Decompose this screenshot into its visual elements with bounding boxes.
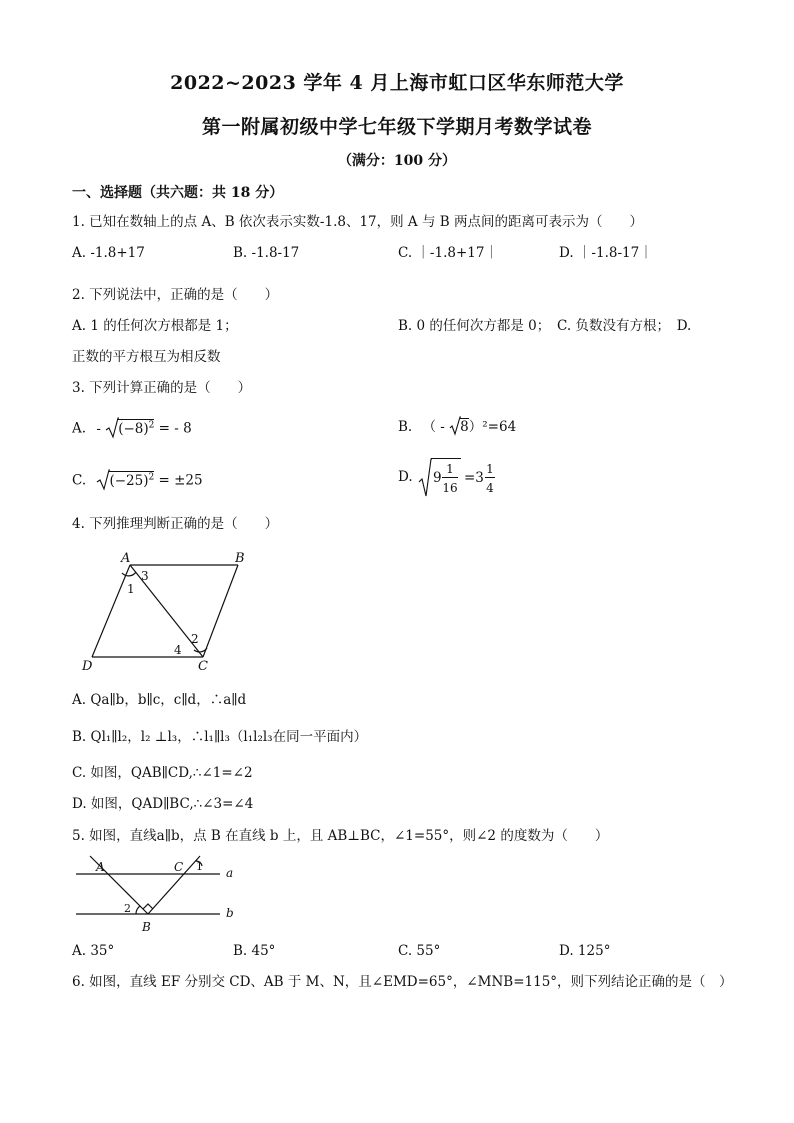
q4-angle-4: 4 (174, 643, 182, 657)
q3-d-numerator: 1 (446, 462, 454, 476)
q1-stem: 1. 已知在数轴上的点 A、B 依次表示实数-1.8、17，则 A 与 B 两点间的距离可表示为（ ） (72, 214, 643, 230)
q5-label-a: A (96, 860, 105, 874)
q3-option-b (398, 416, 516, 436)
title-line-1: 2022~2023 学年 4 月上海市虹口区华东师范大学 (170, 72, 624, 94)
q5-stem: 5. 如图，直线a∥b，点 B 在直线 b 上，且 AB⊥BC，∠1=55°，则∠2 的度数为（ ） (72, 828, 609, 844)
q6-stem: 6. 如图，直线 EF 分别交 CD、AB 于 M、N，且∠EMD=65°，∠MNB=115°，则下列结论正确的是（ ） (72, 974, 733, 990)
q3-d-vinculum (431, 458, 461, 459)
q4-option-a: A. Qa∥b，b∥c，c∥d，∴a∥d (72, 692, 247, 708)
q3-stem: 3. 下列计算正确的是（ ） (72, 380, 252, 396)
q3-d-whole: 9 (433, 470, 442, 486)
q3-c-exponent: 2 (148, 472, 155, 482)
q4-label-c: C (198, 659, 208, 674)
q4-stem: 4. 下列推理判断正确的是（ ） (72, 516, 279, 532)
q5-line-a: a (226, 866, 234, 880)
q3-a-pre: - (96, 420, 101, 437)
q5-option-a: A. 35° (72, 943, 115, 959)
q3-b-post: ）²=64 (468, 419, 517, 435)
q5-option-d: D. 125° (559, 943, 611, 959)
q4-angle-1: 1 (127, 582, 135, 596)
q4-option-d: D. 如图，QAD∥BC,∴∠3=∠4 (72, 796, 254, 812)
q5-label-c: C (174, 860, 184, 874)
q3-b-radicand: 8 (460, 419, 469, 435)
q4-label-b: B (235, 551, 245, 566)
q3-a-label: A. (72, 420, 87, 437)
q1-option-c: C. ｜-1.8+17｜ (398, 245, 498, 261)
q3-a-exponent: 2 (148, 420, 155, 430)
q1-option-d: D. ｜-1.8-17｜ (559, 245, 653, 261)
q3-d-fraction-bar2 (485, 477, 495, 478)
q3-d-denominator2: 4 (486, 481, 494, 495)
q5-angle-1: 1 (196, 860, 203, 873)
q3-d-numerator2: 1 (486, 462, 494, 476)
q4-parallelogram-figure (78, 546, 258, 674)
q3-a-post: = - 8 (158, 420, 192, 437)
q3-b-pre: （ - (422, 419, 445, 435)
q4-angle-3: 3 (141, 569, 149, 583)
q5-label-b: B (142, 920, 151, 934)
q3-c-radicand: $(-25)^2$ (109, 472, 155, 489)
q2-option-bcd: B. 0 的任何次方都是 0； C. 负数没有方根； D. (398, 318, 692, 334)
q3-d-fraction-bar (442, 477, 458, 478)
q1-option-a: A. -1.8+17 (72, 245, 145, 261)
q4-label-a: A (121, 551, 131, 566)
score-note: （满分：100 分） (337, 153, 457, 169)
q3-b-label: B. (398, 419, 413, 435)
title-line-2: 第一附属初级中学七年级下学期月考数学试卷 (201, 116, 592, 138)
radical-sign-icon (418, 458, 432, 498)
q3-d-equals: =3 (464, 470, 484, 486)
q5-line-b: b (226, 906, 234, 920)
q3-c-post: = ±25 (158, 472, 203, 489)
q4-option-c: C. 如图，QAB∥CD,∴∠1=∠2 (72, 765, 253, 781)
q5-option-c: C. 55° (398, 943, 441, 959)
q3-option-a (72, 416, 192, 439)
q5-angle-2: 2 (124, 902, 131, 915)
q5-option-b: B. 45° (233, 943, 276, 959)
q3-option-c (72, 468, 203, 491)
q1-option-b: B. -1.8-17 (233, 245, 300, 261)
q2-stem: 2. 下列说法中，正确的是（ ） (72, 287, 279, 303)
q2-option-a: A. 1 的任何次方根都是 1； (72, 318, 238, 334)
q5-parallel-lines-figure (70, 852, 250, 936)
q3-d-denominator: 16 (442, 481, 458, 495)
q4-angle-2: 2 (191, 632, 199, 646)
q3-c-label: C. (72, 472, 87, 489)
q3-a-radicand: $(-8)^2$ (118, 420, 155, 437)
q3-d-label: D. (398, 469, 413, 485)
q4-option-b: B. Ql₁∥l₂，l₂ ⊥l₃，∴l₁∥l₃（l₁l₂l₃在同一平面内） (72, 729, 368, 745)
q4-label-d: D (82, 659, 93, 674)
q2-option-d-cont: 正数的平方根互为相反数 (72, 349, 221, 365)
section-heading: 一、选择题（共六题：共 18 分） (72, 185, 284, 201)
